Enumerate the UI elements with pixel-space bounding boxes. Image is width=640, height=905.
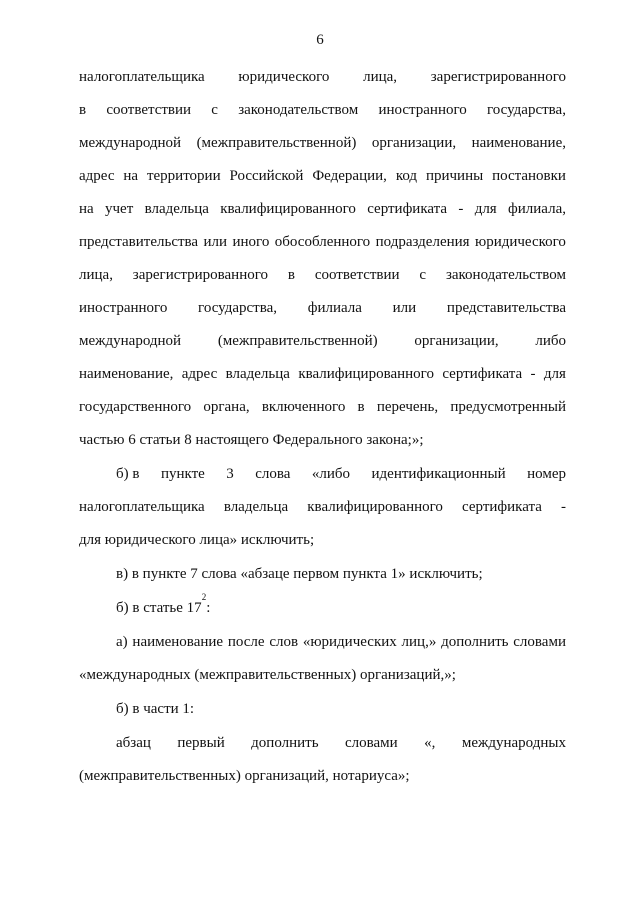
word: международных [461,735,566,751]
word: квалифицированного [307,499,443,515]
word: международной [79,333,182,349]
word: первый [177,735,225,751]
word: дополнить [441,634,509,650]
justified-line [79,99,566,132]
document-body [79,66,566,798]
word: лица, [79,267,113,283]
word: предусмотренный [450,399,566,415]
word: «либо [311,466,351,482]
word: иностранного [79,300,168,316]
word: «юридических [302,634,397,650]
word: с [211,102,218,118]
word: слов [269,634,299,650]
last-line [79,698,566,731]
word: квалифицированного [298,366,434,382]
word: или [392,300,417,316]
word: юридического [238,69,330,85]
word: соответствии [106,102,192,118]
word: в [357,399,365,415]
justified-line [79,732,566,765]
last-line [79,765,566,798]
word: «, [424,735,436,751]
paragraph-p6 [79,698,566,731]
justified-line [79,496,566,529]
word: международной [79,135,182,151]
word: в) в пункте 7 слова «абзаце первом пункта 1» исключить; [116,566,483,582]
word: а) [116,634,128,650]
word: слова [255,466,291,482]
word: после [227,634,265,650]
justified-line [79,330,566,363]
justified-line [79,198,566,231]
word: словами [513,634,566,650]
article-superscript: 2 [201,592,207,602]
word: с [419,267,427,283]
word: б) в части 1: [116,701,195,717]
word: абзац [116,735,151,751]
word: учет [105,201,134,217]
word: филиала, [508,201,566,217]
word: налогоплательщика [79,69,205,85]
word: сертификата [462,499,542,515]
word: перечень, [376,399,439,415]
article-text: б) в статье 17 [116,600,202,616]
word: зарегистрированного [132,267,269,283]
justified-line [79,297,566,330]
word: филиала [307,300,362,316]
word: квалифицированного [220,201,356,217]
word: для юридического лица» исключить; [79,532,315,548]
word: Федерации, [312,168,387,184]
word: обособленного [274,234,371,250]
word: зарегистрированного [430,69,566,85]
word: представительства [79,234,199,250]
word: номер [527,466,566,482]
word: (межправительственной) [196,135,357,151]
word: представительства [446,300,566,316]
word: иностранного [378,102,467,118]
word: дополнить [251,735,319,751]
justified-line [79,231,566,264]
word: наименование, [471,135,566,151]
word: идентификационный [371,466,506,482]
last-line [79,563,566,596]
justified-line [79,66,566,99]
paragraph-p3 [79,563,566,596]
word: 3 [226,466,234,482]
last-line [79,429,566,462]
word: налогоплательщика [79,499,205,515]
word: (межправительственных) организаций, нотариуса»; [79,768,410,784]
word: сертификата [442,366,523,382]
page-number: 6 [316,32,324,48]
word: на [79,201,94,217]
paragraph-p1 [79,66,566,462]
justified-line [79,264,566,297]
word: государства, [487,102,566,118]
word: б) в [116,466,140,482]
word: подразделения [375,234,470,250]
word: пункте [160,466,205,482]
paragraph-p7 [79,732,566,798]
word: лиц,» [401,634,437,650]
word: - [561,499,566,515]
word: иного [232,234,270,250]
word: адрес [181,366,218,382]
word: лица, [363,69,398,85]
word: включенного [261,399,346,415]
word: для [543,366,566,382]
word: Российской [229,168,304,184]
word: - [530,366,536,382]
article-colon: : [206,600,211,616]
word: наименование [132,634,224,650]
word: - [458,201,464,217]
word: либо [535,333,566,349]
word: государства, [198,300,278,316]
word: в [287,267,295,283]
justified-line [79,363,566,396]
justified-line [79,631,566,664]
word: законодательством [238,102,359,118]
word: наименование, [79,366,174,382]
word: юридического [475,234,566,250]
word: владельца [225,366,290,382]
justified-line [79,132,566,165]
word: для [474,201,497,217]
word: соответствии [314,267,400,283]
word: или [203,234,228,250]
justified-line [79,396,566,429]
word: «международных (межправительственных) организаций,»; [79,667,456,683]
word: органа, [203,399,250,415]
article-heading-line [79,592,566,630]
word: адрес [79,168,115,184]
word: (межправительственной) [217,333,378,349]
word: в [79,102,87,118]
paragraph-p5 [79,631,566,697]
word: постановки [492,168,566,184]
word: организации, [414,333,499,349]
word: владельца [223,499,289,515]
justified-line [79,463,566,496]
word: территории [146,168,221,184]
word: причины [425,168,484,184]
last-line [79,664,566,697]
paragraph-p4 [79,592,566,630]
word: словами [345,735,398,751]
word: код [395,168,418,184]
word: организации, [371,135,457,151]
word: владельца [144,201,209,217]
word: частью 6 статьи 8 настоящего Федерального закона;»; [79,432,424,448]
paragraph-p2 [79,463,566,562]
word: государственного [79,399,192,415]
word: сертификата [367,201,448,217]
justified-line [79,165,566,198]
word: законодательством [445,267,566,283]
word: на [123,168,139,184]
last-line [79,529,566,562]
